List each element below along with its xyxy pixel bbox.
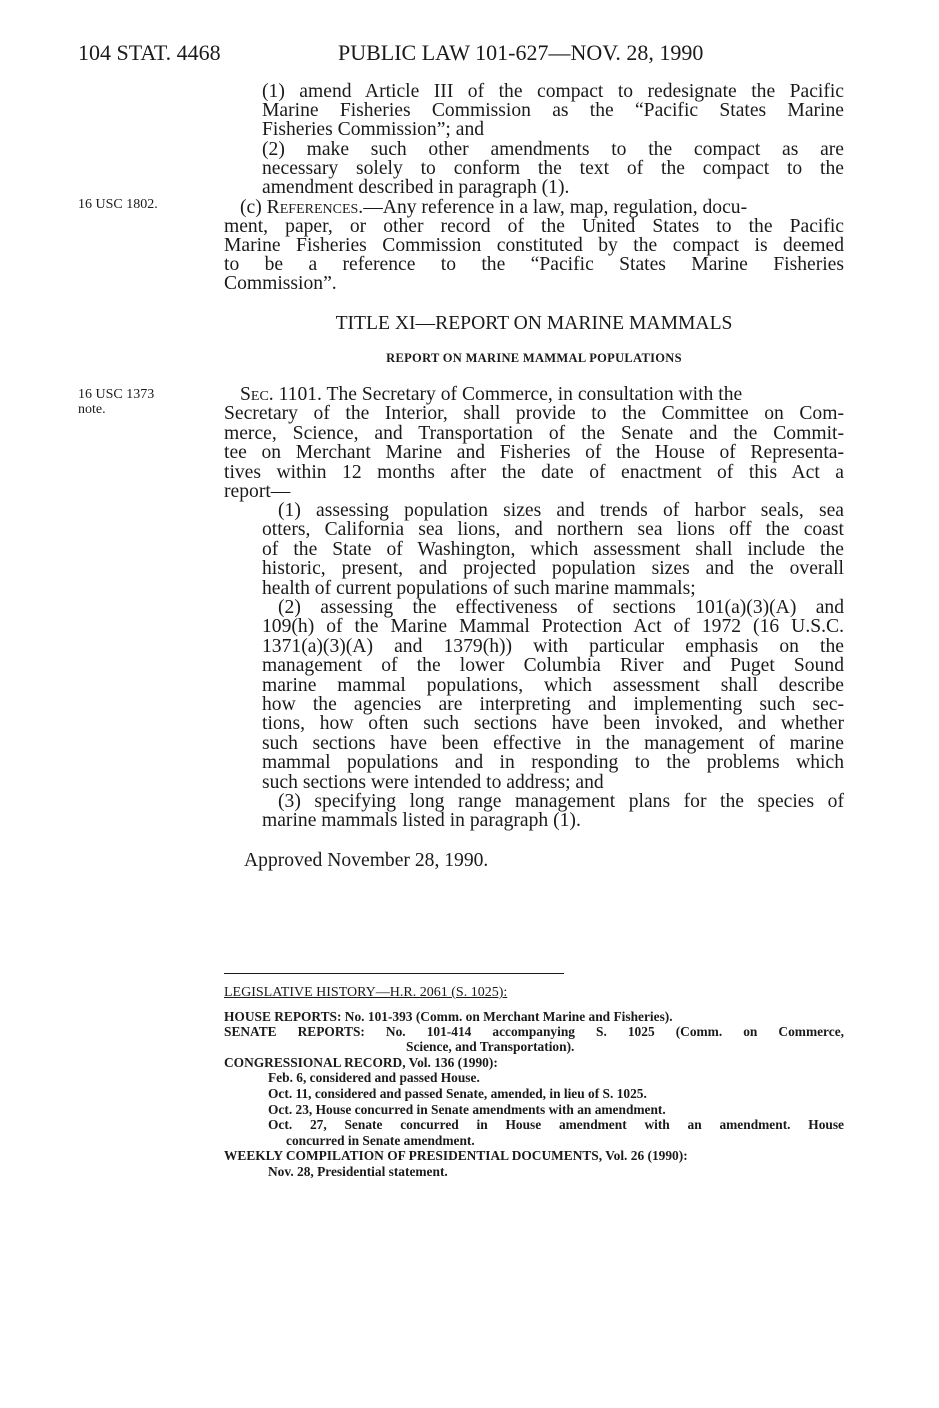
text-line: tions, how often such sections have been invoked, and whether <box>262 713 844 735</box>
legislative-history-heading: LEGISLATIVE HISTORY—H.R. 2061 (S. 1025): <box>224 985 508 1000</box>
text-line: such sections have been effective in the management of marine <box>262 732 844 754</box>
text-line: (1) assessing population sizes and trends of harbor seals, sea <box>278 500 844 521</box>
text-line: marine mammal populations, which assessment shall describe <box>262 674 844 696</box>
cr-entry: Oct. 11, considered and passed Senate, amended, in lieu of S. 1025. <box>268 1086 647 1101</box>
section-label: Sec <box>240 384 269 405</box>
cr-entry-cont: concurred in Senate amendment. <box>286 1133 475 1148</box>
text-line: merce, Science, and Transportation of the Senate and the Commit- <box>224 422 844 444</box>
subsection-prefix: (c) <box>240 197 267 218</box>
text-line: marine mammals listed in paragraph (1). <box>262 810 581 832</box>
margin-note-line: 16 USC 1373 <box>78 387 155 402</box>
text-line: necessary solely to conform the text of the compact to the <box>262 158 844 179</box>
text-line: 109(h) of the Marine Mammal Protection Act of 1972 (16 U.S.C. <box>262 616 844 638</box>
text-line: (1) amend Article III of the compact to redesignate the Pacific <box>262 81 844 102</box>
text-line: amendment described in paragraph (1). <box>262 177 570 198</box>
text-line: how the agencies are interpreting and implementing such sec- <box>262 694 844 715</box>
text-run: . 1101. The Secretary of Commerce, in consultation with the <box>268 384 743 405</box>
text-line: tee on Merchant Marine and Fisheries of the House of Representa- <box>224 442 844 464</box>
text-line: Marine Fisheries Commission as the “Pacific States Marine <box>262 100 844 121</box>
text-line: to be a reference to the “Pacific States Marine Fisheries <box>224 254 844 275</box>
weekly-entry: Nov. 28, Presidential statement. <box>268 1164 448 1179</box>
senate-reports-cont: Science, and Transportation). <box>406 1039 575 1054</box>
margin-note-16-usc-1373 <box>78 387 154 417</box>
stat-reference: 104 STAT. 4468 <box>78 40 221 65</box>
weekly-compilation: WEEKLY COMPILATION OF PRESIDENTIAL DOCUMENTS, Vol. 26 (1990): <box>224 1148 688 1163</box>
congressional-record: CONGRESSIONAL RECORD, Vol. 136 (1990): <box>224 1055 498 1070</box>
text-line: (3) specifying long range management plans for the species of <box>278 791 844 812</box>
margin-note-line: note. <box>78 402 106 417</box>
text-line: management of the lower Columbia River and Puget Sound <box>262 655 844 677</box>
text-line: Fisheries Commission”; and <box>262 119 485 140</box>
title-xi-heading: TITLE XI—REPORT ON MARINE MAMMALS <box>335 313 733 334</box>
text-line: Marine Fisheries Commission constituted by the compact is deemed <box>224 235 844 256</box>
text-line: (2) make such other amendments to the compact as are <box>262 139 844 160</box>
margin-note-16-usc-1802: 16 USC 1802. <box>78 197 158 212</box>
text-line: of the State of Washington, which assessment shall include the <box>262 538 844 560</box>
text-line: mammal populations and in responding to the problems which <box>262 752 844 774</box>
footnote-divider <box>224 973 564 974</box>
cr-entry: Oct. 23, House concurred in Senate amendments with an amendment. <box>268 1102 666 1117</box>
cr-entry: Oct. 27, Senate concurred in House amendment with an amendment. House <box>268 1117 844 1132</box>
approval-date: Approved November 28, 1990. <box>244 850 489 871</box>
text-line: historic, present, and projected population sizes and the overall <box>262 558 844 580</box>
text-line: health of current populations of such marine mammals; <box>262 577 696 599</box>
public-law-header: PUBLIC LAW 101-627—NOV. 28, 1990 <box>338 40 704 65</box>
text-run: .—Any reference in a law, map, regulation, docu- <box>358 197 748 218</box>
senate-reports: SENATE REPORTS: No. 101-414 accompanying S. 1025 (Comm. on Commerce, <box>224 1024 844 1039</box>
text-line: ment, paper, or other record of the United States to the Pacific <box>224 216 844 237</box>
text-line: such sections were intended to address; and <box>262 771 604 793</box>
house-reports: HOUSE REPORTS: No. 101-393 (Comm. on Merchant Marine and Fisheries). <box>224 1009 673 1024</box>
text-line: otters, California sea lions, and northern sea lions off the coast <box>262 519 844 541</box>
text-line: 1371(a)(3)(A) and 1379(h)) with particular emphasis on the <box>262 635 844 657</box>
subsection-heading: References <box>266 197 359 218</box>
text-line: (2) assessing the effectiveness of sections 101(a)(3)(A) and <box>278 597 844 618</box>
text-line: Commission”. <box>224 273 337 294</box>
cr-entry: Feb. 6, considered and passed House. <box>268 1070 480 1085</box>
text-line: Secretary of the Interior, shall provide to the Committee on Com- <box>224 403 844 425</box>
text-line: report— <box>224 481 291 502</box>
section-heading: REPORT ON MARINE MAMMAL POPULATIONS <box>386 351 682 365</box>
text-line: tives within 12 months after the date of enactment of this Act a <box>224 461 844 483</box>
